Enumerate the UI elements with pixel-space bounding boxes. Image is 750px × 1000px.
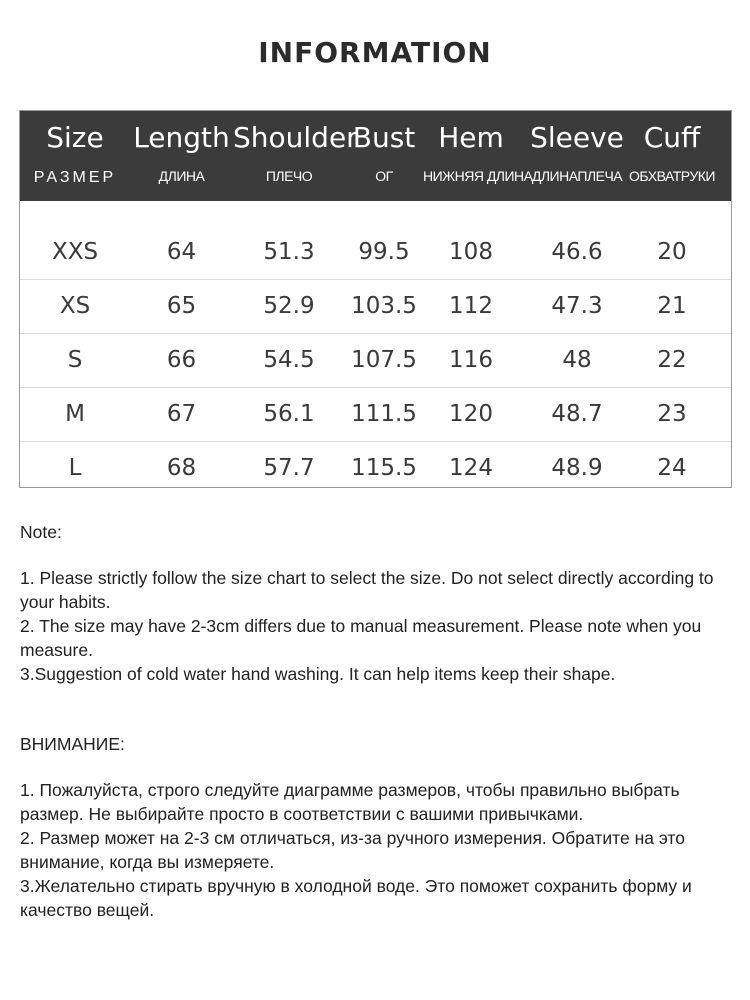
cell-shoulder: 57.7	[263, 455, 315, 481]
notes-ru-item: 3.Желательно стирать вручную в холодной воде. Это поможет сохранить форму и качество вещей.	[20, 876, 692, 920]
cell-length: 67	[166, 401, 197, 427]
cell-bust: 103.5	[351, 293, 417, 319]
page-title: INFORMATION	[258, 36, 492, 69]
notes-section	[20, 520, 720, 922]
cell-hem: 108	[449, 239, 493, 265]
table-row	[20, 225, 731, 280]
cell-hem: 112	[449, 293, 493, 319]
header-length-en: Length	[133, 121, 230, 154]
header-length-ru: ДЛИНА	[158, 168, 205, 184]
table-row	[20, 333, 731, 388]
header-cuff-en: Cuff	[643, 121, 701, 154]
notes-ru-item: 1. Пожалуйста, строго следуйте диаграмме размеров, чтобы правильно выбрать размер. Не выбирайте просто в соответствии с вашими привычками.	[20, 780, 680, 824]
cell-shoulder: 52.9	[263, 293, 315, 319]
size-chart-table	[19, 110, 732, 488]
cell-length: 68	[166, 455, 197, 481]
cell-bust: 115.5	[351, 455, 417, 481]
table-row	[20, 441, 731, 495]
cell-cuff: 20	[657, 239, 687, 265]
header-shoulder	[233, 111, 358, 201]
cell-cuff: 22	[657, 347, 687, 373]
cell-length: 64	[166, 239, 197, 265]
table-row	[20, 279, 731, 334]
header-size	[20, 111, 130, 201]
cell-length: 66	[166, 347, 197, 373]
cell-hem: 120	[449, 401, 493, 427]
notes-ru-heading: ВНИМАНИЕ:	[20, 734, 125, 754]
header-cuff-ru: ОБХВАТРУКИ	[629, 168, 715, 184]
cell-cuff: 21	[657, 293, 687, 319]
notes-en-item: 3.Suggestion of cold water hand washing. It can help items keep their shape.	[20, 664, 616, 684]
cell-bust: 111.5	[351, 401, 417, 427]
header-sleeve	[529, 111, 625, 201]
header-hem-en: Hem	[438, 121, 504, 154]
header-bust	[345, 111, 423, 201]
cell-size: S	[67, 347, 83, 373]
table-header	[20, 111, 731, 201]
cell-cuff: 24	[657, 455, 687, 481]
table-row	[20, 387, 731, 442]
cell-bust: 107.5	[351, 347, 417, 373]
header-bust-ru: ОГ	[375, 168, 393, 184]
cell-size: M	[65, 401, 85, 427]
cell-shoulder: 56.1	[263, 401, 315, 427]
header-cuff	[627, 111, 717, 201]
cell-bust: 99.5	[358, 239, 410, 265]
notes-en-item: 2. The size may have 2-3cm differs due to manual measurement. Please note when you measure.	[20, 616, 702, 660]
cell-size: XXS	[51, 239, 99, 265]
header-sleeve-en: Sleeve	[530, 121, 624, 154]
notes-ru-item: 2. Размер может на 2-3 см отличаться, из-за ручного измерения. Обратите на это внимание, когда вы измеряете.	[20, 828, 685, 872]
cell-sleeve: 46.6	[551, 239, 603, 265]
cell-sleeve: 48	[562, 347, 592, 373]
header-size-ru: РАЗМЕР	[33, 169, 117, 186]
header-hem	[423, 111, 533, 201]
cell-size: XS	[59, 293, 91, 319]
cell-size: L	[68, 455, 82, 481]
header-size-en: Size	[46, 121, 104, 154]
cell-sleeve: 47.3	[551, 293, 603, 319]
cell-shoulder: 51.3	[263, 239, 315, 265]
header-shoulder-en: Shoulder	[233, 121, 358, 154]
header-length	[130, 111, 233, 201]
cell-sleeve: 48.7	[551, 401, 603, 427]
cell-hem: 124	[449, 455, 493, 481]
cell-length: 65	[166, 293, 197, 319]
header-hem-ru: НИЖНЯЯ ДЛИНА	[423, 168, 533, 184]
notes-en-item: 1. Please strictly follow the size chart to select the size. Do not select directly according to your habits.	[20, 568, 714, 612]
cell-hem: 116	[449, 347, 493, 373]
cell-cuff: 23	[657, 401, 687, 427]
notes-en-heading: Note:	[20, 522, 62, 542]
cell-shoulder: 54.5	[263, 347, 315, 373]
header-sleeve-ru: ДЛИНАПЛЕЧА	[531, 168, 623, 184]
header-bust-en: Bust	[352, 121, 416, 154]
cell-sleeve: 48.9	[551, 455, 603, 481]
header-shoulder-ru: ПЛЕЧО	[265, 168, 313, 184]
